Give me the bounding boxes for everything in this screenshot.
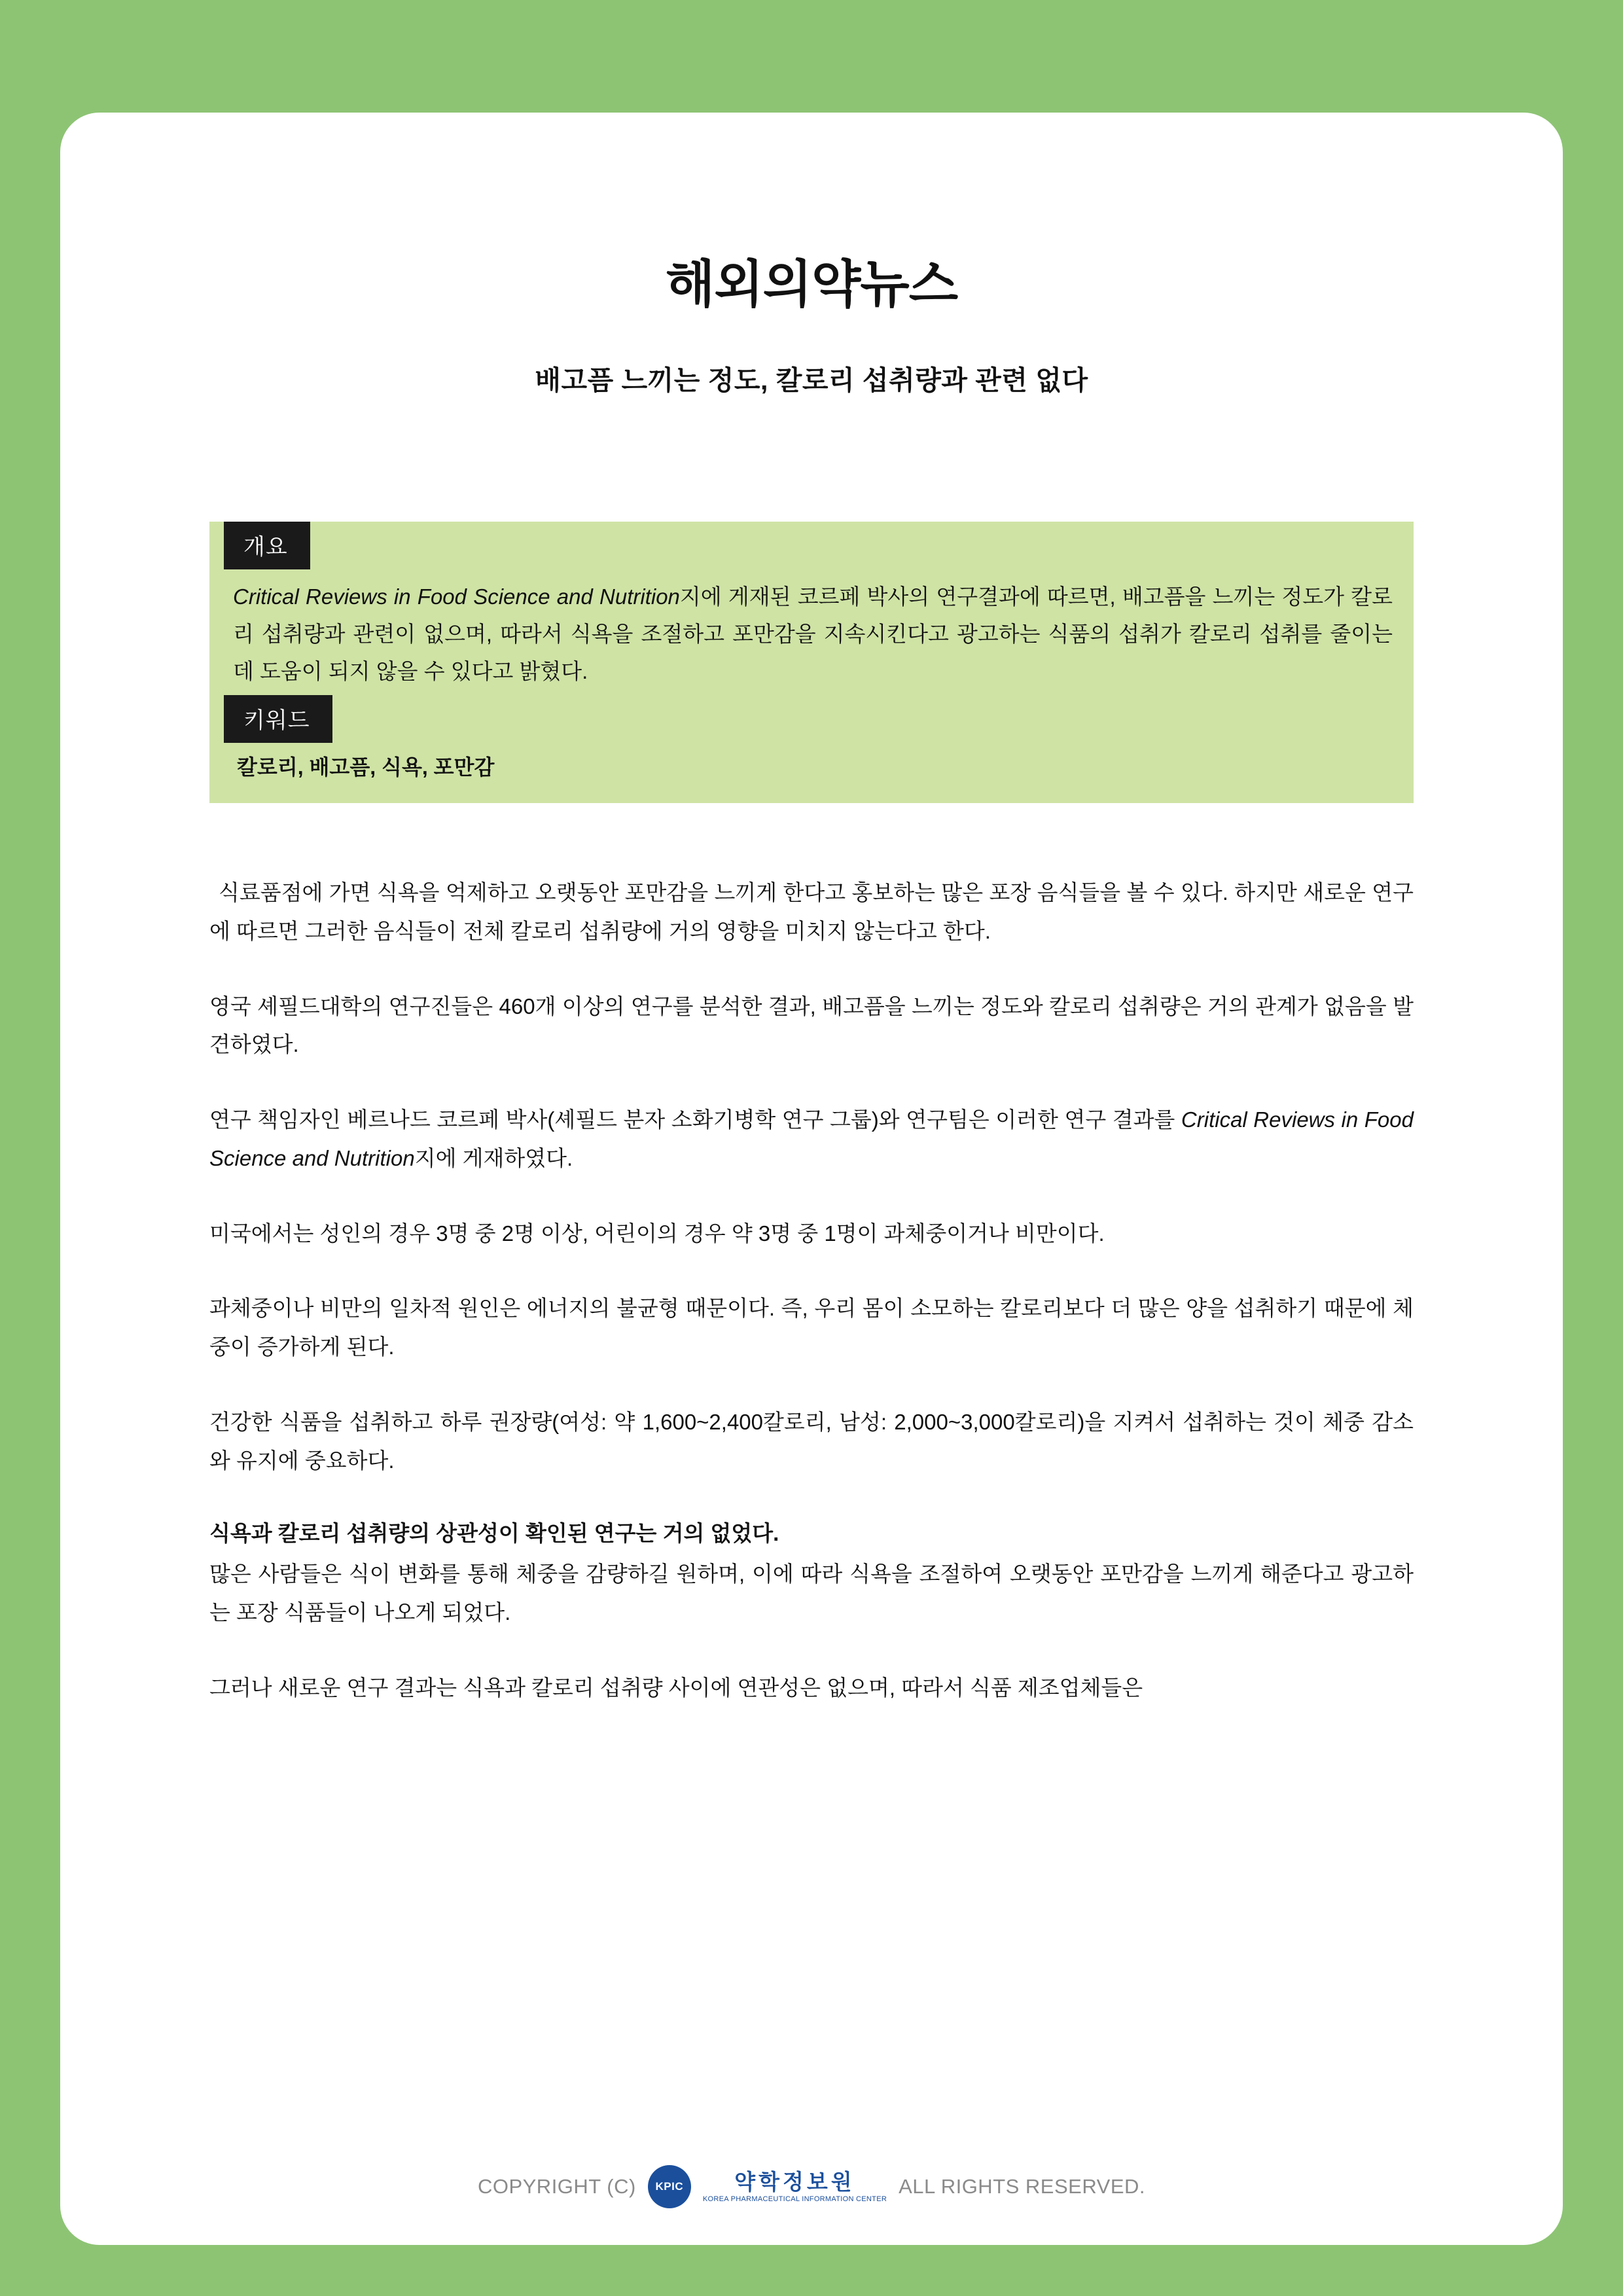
footer-copyright-right: ALL RIGHTS RESERVED. — [899, 2175, 1146, 2198]
paragraph-1: 식료품점에 가면 식욕을 억제하고 오랫동안 포만감을 느끼게 한다고 홍보하는 많은 포장 음식들을 볼 수 있다. 하지만 새로운 연구에 따르면 그러한 음식들이 전체 칼로리 섭취량에 거의 영향을 미치지 않는다고 한다. — [209, 880, 1414, 943]
document-page — [60, 113, 1563, 2245]
kpic-brand-kr: 약학정보원 — [734, 2169, 855, 2194]
summary-box — [209, 522, 1414, 803]
footer — [60, 2165, 1563, 2208]
keyword-list: 칼로리, 배고픔, 식욕, 포만감 — [237, 755, 495, 780]
footer-copyright-left: COPYRIGHT (C) — [477, 2175, 636, 2198]
paragraph-3 — [209, 1101, 1414, 1177]
paragraph-2: 영국 셰필드대학의 연구진들은 460개 이상의 연구를 분석한 결과, 배고픔을 느끼는 정도와 칼로리 섭취량은 거의 관계가 없음을 발견하였다. — [209, 994, 1414, 1057]
paragraph-5: 과체중이나 비만의 일차적 원인은 에너지의 불균형 때문이다. 즉, 우리 몸이 소모하는 칼로리보다 더 많은 양을 섭취하기 때문에 체중이 증가하게 된다. — [209, 1296, 1414, 1359]
kpic-brand — [703, 2171, 887, 2203]
overview-text-body: 지에 게재된 코르페 박사의 연구결과에 따르면, 배고픔을 느끼는 정도가 칼로리 섭취량과 관련이 없으며, 따라서 식욕을 조절하고 포만감을 지속시킨다고 광고하는 식품의 섭취가 칼로리 섭취를 줄이는 데 도움이 되지 않을 수 있다고 밝혔다. — [233, 584, 1393, 683]
paragraph-8: 그러나 새로운 연구 결과는 식욕과 칼로리 섭취량 사이에 연관성은 없으며, 따라서 식품 제조업체들은 — [209, 1675, 1143, 1700]
paragraph-7-heading: 식욕과 칼로리 섭취량의 상관성이 확인된 연구는 거의 없었다. — [209, 1521, 779, 1546]
paragraph-4: 미국에서는 성인의 경우 3명 중 2명 이상, 어린이의 경우 약 3명 중 1명이 과체중이거나 비만이다. — [209, 1221, 1105, 1246]
article-body — [209, 874, 1414, 1707]
overview-journal-name: Critical Reviews in Food Science and Nutrition — [233, 584, 680, 609]
overview-tag-row — [209, 522, 1414, 569]
article-subtitle: 배고픔 느끼는 정도, 칼로리 섭취량과 관련 없다 — [535, 365, 1088, 395]
kpic-brand-en: KOREA PHARMACEUTICAL INFORMATION CENTER — [702, 2195, 887, 2203]
paragraph-7: 많은 사람들은 식이 변화를 통해 체중을 감량하길 원하며, 이에 따라 식욕을 조절하여 오랫동안 포만감을 느끼게 해준다고 광고하는 포장 식품들이 나오게 되었다. — [209, 1562, 1414, 1624]
overview-text — [209, 569, 1414, 695]
paragraph-6: 건강한 식품을 섭취하고 하루 권장량(여성: 약 1,600~2,400칼로리, 남성: 2,000~3,000칼로리)을 지켜서 섭취하는 것이 체중 감소와 유지에 중요하다. — [209, 1409, 1414, 1473]
overview-tag: 개요 — [224, 522, 310, 569]
keyword-tag-row — [209, 695, 1414, 743]
keyword-tag: 키워드 — [224, 695, 332, 743]
paragraph-3-post: 지에 게재하였다. — [414, 1145, 573, 1170]
paragraph-3-pre: 연구 책임자인 베르나드 코르페 박사(셰필드 분자 소화기병학 연구 그룹)와 연구팀은 이러한 연구 결과를 — [209, 1107, 1181, 1132]
page-title: 해외의약뉴스 — [665, 255, 958, 313]
paragraph-3-journal-name: Critical Reviews in Food Science and Nutrition — [209, 1107, 1414, 1170]
kpic-logo-icon: KPIC — [648, 2165, 691, 2208]
